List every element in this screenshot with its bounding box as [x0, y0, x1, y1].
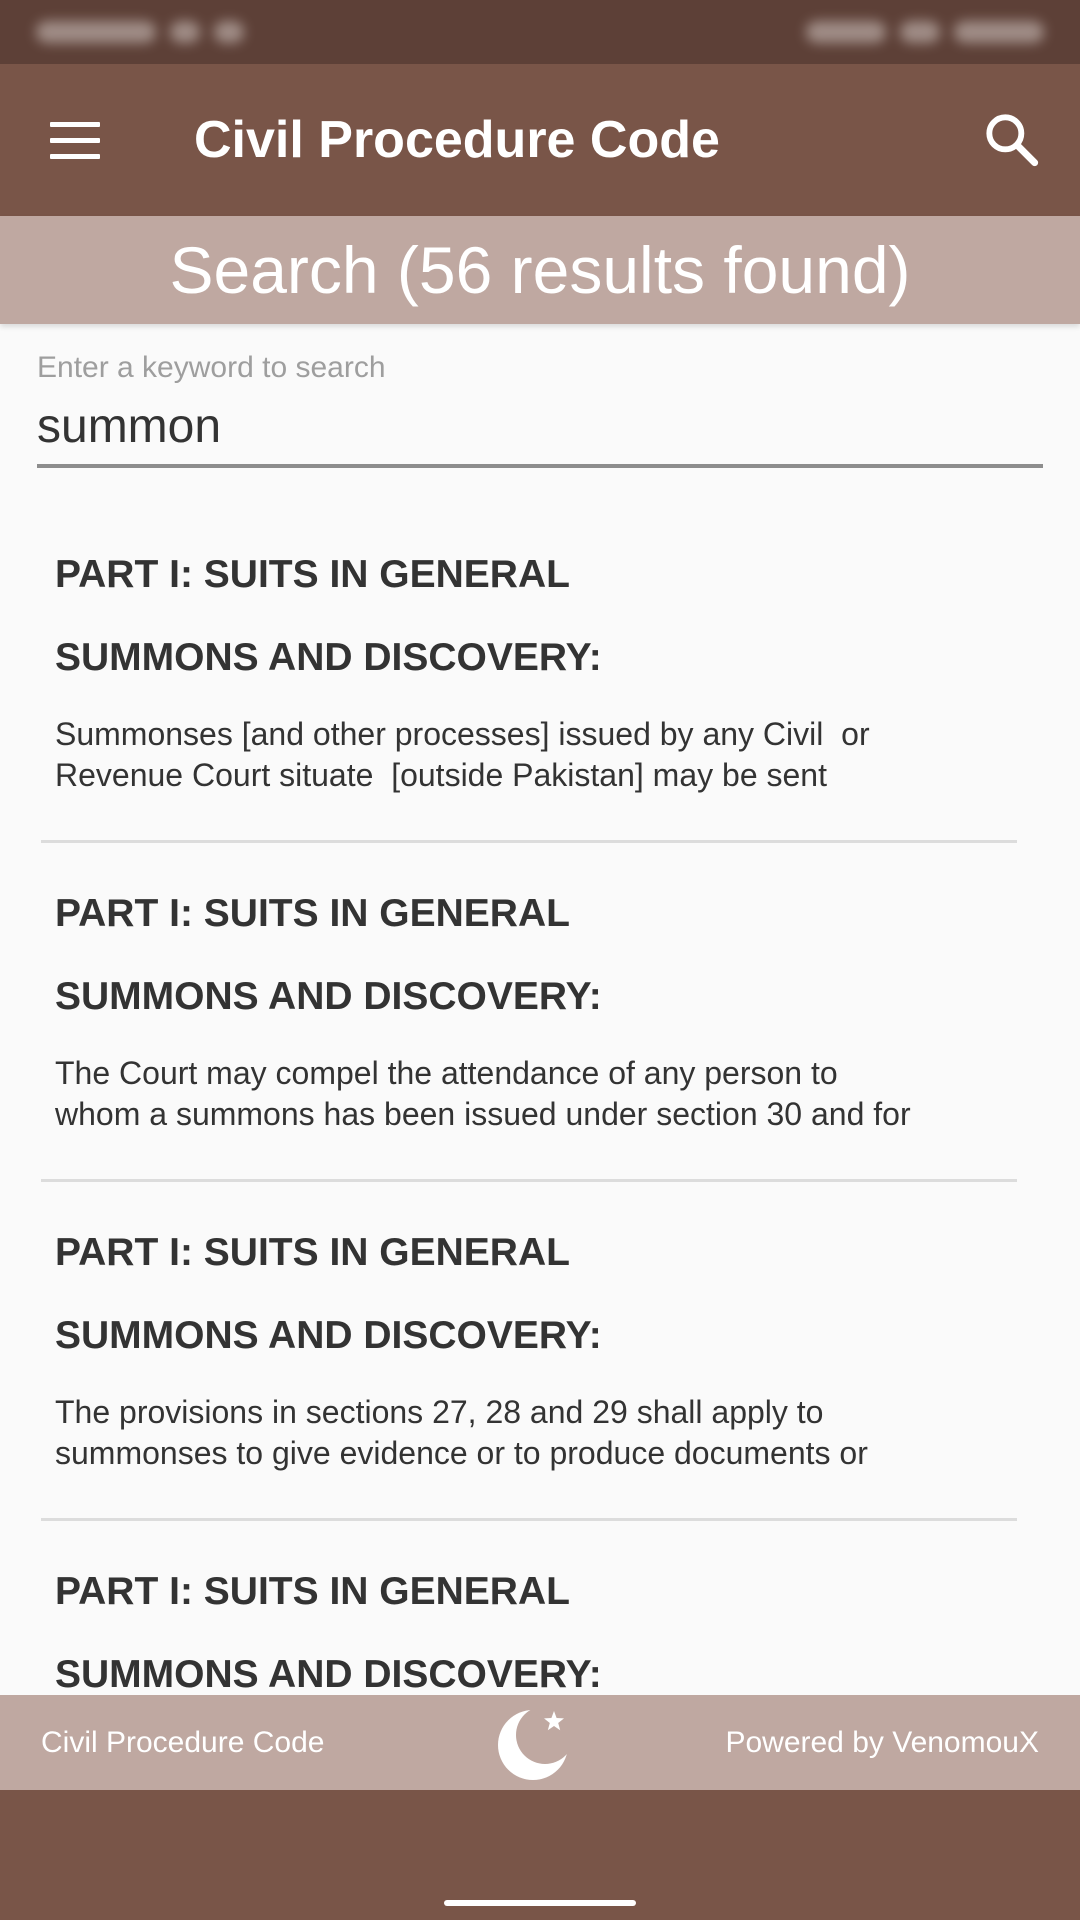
app-title: Civil Procedure Code [194, 111, 720, 169]
home-indicator[interactable] [444, 1900, 636, 1906]
footer-powered-by: Powered by VenomouX [725, 1726, 1039, 1759]
search-input-label: Enter a keyword to search [37, 351, 386, 384]
app-bar [0, 64, 1080, 216]
result-snippet [55, 714, 1035, 796]
result-snippet [55, 1392, 1035, 1474]
result-item[interactable] [0, 849, 1080, 1188]
result-part-title: PART I: SUITS IN GENERAL [55, 553, 570, 596]
result-part-title: PART I: SUITS IN GENERAL [55, 1570, 570, 1613]
search-input[interactable] [37, 388, 1043, 468]
result-divider [41, 840, 1017, 843]
result-snippet-line: The provisions in sections 27, 28 and 29 shall apply to [55, 1394, 824, 1430]
search-results-banner [0, 216, 1080, 324]
navigation-bar [0, 1790, 1080, 1920]
result-section-title: SUMMONS AND DISCOVERY: [55, 636, 602, 679]
search-icon[interactable] [980, 108, 1044, 172]
result-section-title: SUMMONS AND DISCOVERY: [55, 1653, 602, 1695]
result-snippet-line: Revenue Court situate [outside Pakistan] may be sent [55, 757, 827, 793]
result-snippet [55, 1053, 1035, 1135]
results-count-title: Search (56 results found) [169, 233, 911, 307]
result-section-title: SUMMONS AND DISCOVERY: [55, 975, 602, 1018]
crescent-star-icon [497, 1705, 577, 1783]
result-section-title: SUMMONS AND DISCOVERY: [55, 1314, 602, 1357]
result-snippet-line: whom a summons has been issued under section 30 and for [55, 1096, 911, 1132]
result-snippet-line: The Court may compel the attendance of any person to [55, 1055, 838, 1091]
result-snippet-line: Summonses [and other processes] issued by any Civil or [55, 716, 870, 752]
result-item[interactable] [0, 1188, 1080, 1527]
menu-icon[interactable] [48, 118, 102, 162]
result-divider [41, 1518, 1017, 1521]
search-field [37, 348, 1043, 468]
footer-bar [0, 1695, 1080, 1790]
result-item[interactable] [0, 1527, 1080, 1695]
result-part-title: PART I: SUITS IN GENERAL [55, 1231, 570, 1274]
result-divider [41, 1179, 1017, 1182]
status-bar-right-blurred [806, 21, 1044, 43]
status-bar [0, 0, 1080, 64]
results-list [0, 510, 1080, 1695]
result-snippet-line: summonses to give evidence or to produce documents or [55, 1435, 868, 1471]
result-item[interactable] [0, 510, 1080, 849]
result-part-title: PART I: SUITS IN GENERAL [55, 892, 570, 935]
footer-app-name: Civil Procedure Code [41, 1726, 325, 1759]
status-bar-left-blurred [36, 21, 244, 43]
